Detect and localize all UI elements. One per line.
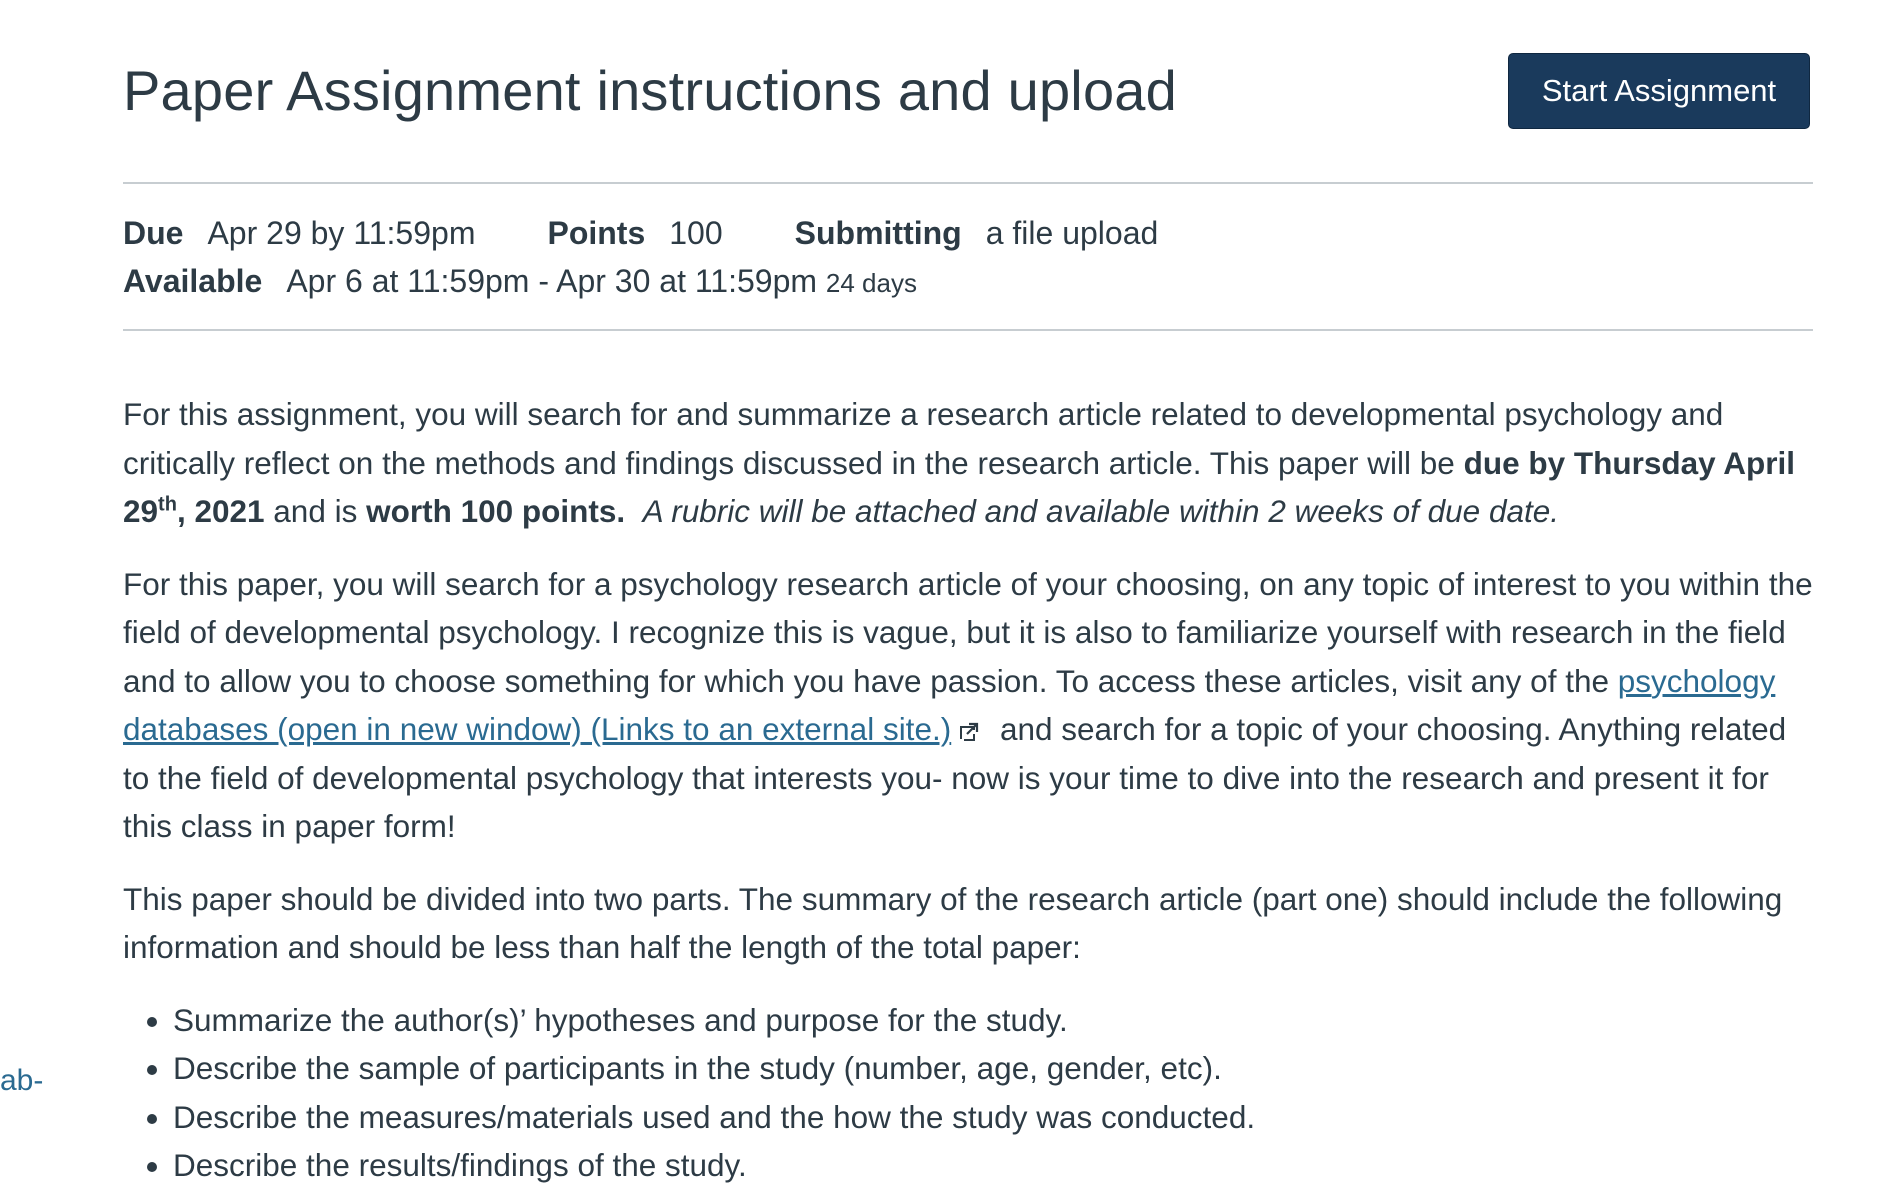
p1-text: For this assignment, you will search for and summarize a research article related to developmental psychology and critically reflect on the methods and findings discussed in the research article. This paper will be <box>123 396 1724 481</box>
assignment-page <box>123 0 1813 1183</box>
description-paragraph-1 <box>123 390 1813 536</box>
details-row-1 <box>123 215 1158 252</box>
due-date-year: , 2021 <box>176 493 265 529</box>
details-row-2 <box>123 263 917 300</box>
description-paragraph-3: This paper should be divided into two parts. The summary of the research article (part one) should include the following information and should be less than half the length of the total paper: <box>123 880 1783 965</box>
available-label: Available <box>123 263 263 299</box>
sidebar-link-fragment[interactable]: ab- <box>0 1064 44 1097</box>
due-value: Apr 29 by 11:59pm <box>207 215 476 251</box>
assignment-details <box>123 184 1813 331</box>
points-emphasis: worth 100 points. <box>366 493 626 529</box>
list-item: • Summarize the author(s)’ hypotheses and purpose for the study. <box>173 996 1813 1045</box>
p1-spacer <box>625 493 643 529</box>
start-assignment-button[interactable]: Start Assignment <box>1508 53 1810 129</box>
due-label: Due <box>123 215 184 251</box>
rubric-note: A rubric will be attached and available within 2 weeks of due date. <box>642 493 1560 529</box>
external-link-icon <box>959 722 979 742</box>
p2-text-2: and search for a topic of your choosing. Anything related to the field of developmental psychology that interests you- now is your time to dive into the research and present it for this class in paper form! <box>123 711 1787 844</box>
due-date-text: due by Thursday April 29 <box>123 444 1795 529</box>
points-value: 100 <box>669 215 723 251</box>
list-item: • Describe the sample of participants in the study (number, age, gender, etc). <box>173 1044 1813 1093</box>
list-item: • Describe the results/findings of the study. <box>173 1141 1813 1190</box>
summary-requirements-list <box>123 996 1813 1190</box>
available-value: Apr 6 at 11:59pm - Apr 30 at 11:59pm <box>286 263 818 299</box>
assignment-header <box>123 0 1813 184</box>
description-paragraph-2 <box>123 560 1813 851</box>
psychology-databases-link[interactable]: psychology databases (open in new window) (Links to an external site.) <box>123 662 1776 747</box>
assignment-description <box>123 390 1813 1190</box>
submitting-label: Submitting <box>794 215 962 251</box>
due-date-sup: th <box>158 493 177 516</box>
available-days: 24 days <box>825 268 917 298</box>
page-title: Paper Assignment instructions and upload <box>123 59 1177 122</box>
p2-text: For this paper, you will search for a psychology research article of your choosing, on any topic of interest to you within the field of developmental psychology. I recognize this is vague, but it is also to familiarize yourself with research in the field and to allow you to choose something for which you have passion. To access these articles, visit any of the <box>123 565 1813 699</box>
p1-text-2: and is <box>264 493 367 529</box>
points-label: Points <box>547 215 646 251</box>
list-item: • Describe the measures/materials used and the how the study was conducted. <box>173 1093 1813 1142</box>
submitting-value: a file upload <box>985 215 1159 251</box>
